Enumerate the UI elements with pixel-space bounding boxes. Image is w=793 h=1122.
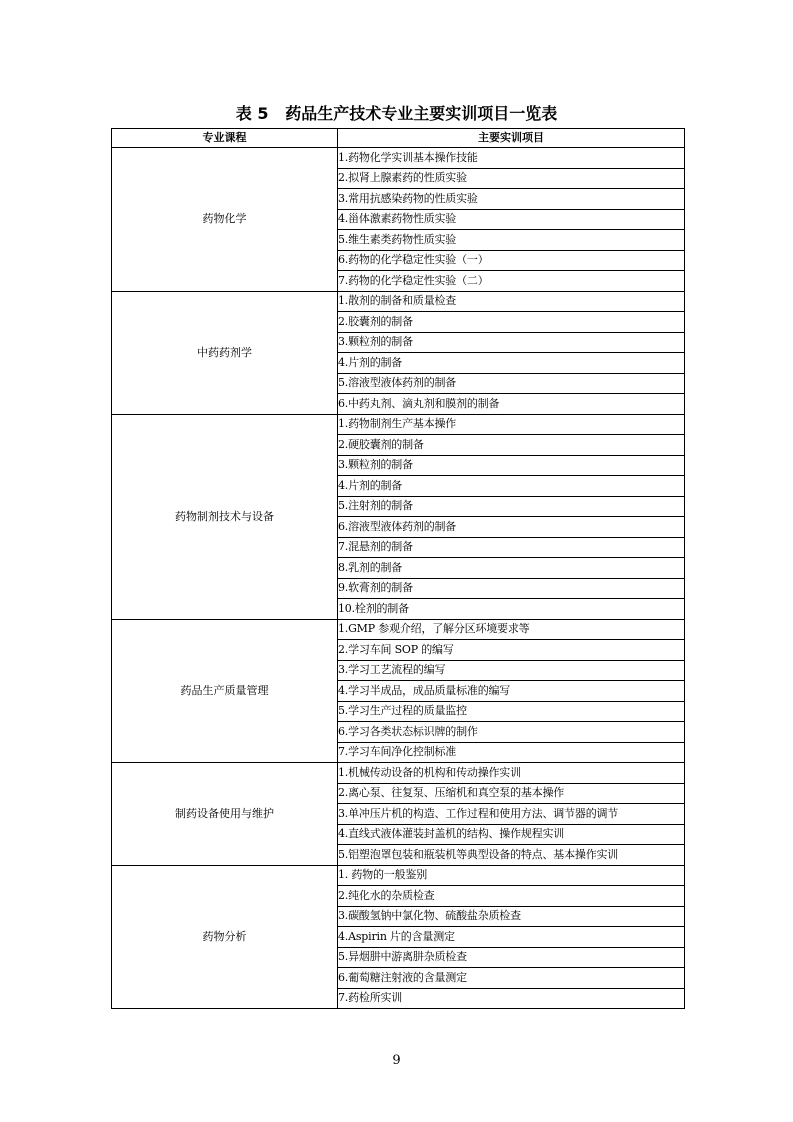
training-item: 9.软膏剂的制备: [338, 578, 685, 599]
training-item: 4.学习半成品，成品质量标准的编写: [338, 681, 685, 702]
table-row: [112, 619, 685, 640]
training-item: 5.异烟肼中游离肼杂质检查: [338, 947, 685, 968]
training-item: 2.拟肾上腺素药的性质实验: [338, 168, 685, 189]
training-item: 7.药检所实训: [338, 988, 685, 1009]
page-number: 9: [392, 1053, 401, 1068]
training-item: 2.胶囊剂的制备: [338, 312, 685, 333]
training-item: 3.碳酸氢钠中氯化物、硫酸盐杂质检查: [338, 906, 685, 927]
training-item: 3.单冲压片机的构造、工作过程和使用方法、调节器的调节: [338, 804, 685, 825]
training-item: 2.学习车间 SOP 的编写: [338, 640, 685, 661]
training-item: 2.硬胶囊剂的制备: [338, 435, 685, 456]
training-item: 4.直线式液体灌装封盖机的结构、操作规程实训: [338, 824, 685, 845]
header-course: 专业课程: [112, 129, 338, 148]
training-item: 4.片剂的制备: [338, 353, 685, 374]
training-item: 6.学习各类状态标识牌的制作: [338, 722, 685, 743]
training-item: 3.颗粒剂的制备: [338, 332, 685, 353]
training-item: 2.纯化水的杂质检查: [338, 886, 685, 907]
course-name: 中药药剂学: [112, 291, 338, 414]
table-row: [112, 414, 685, 435]
table-header-row: [112, 129, 685, 148]
course-name: 制药设备使用与维护: [112, 763, 338, 866]
training-item: 6.药物的化学稳定性实验（一）: [338, 250, 685, 271]
training-item: 5.学习生产过程的质量监控: [338, 701, 685, 722]
table-row: [112, 865, 685, 886]
table-title: 表 5 药品生产技术专业主要实训项目一览表: [235, 104, 558, 123]
training-item: 3.颗粒剂的制备: [338, 455, 685, 476]
training-item: 7.药物的化学稳定性实验（二）: [338, 271, 685, 292]
training-projects-table: [111, 128, 685, 1009]
table-row: [112, 148, 685, 169]
table-row: [112, 763, 685, 784]
training-item: 2.离心泵、往复泵、压缩机和真空泵的基本操作: [338, 783, 685, 804]
training-item: 1. 药物的一般鉴别: [338, 865, 685, 886]
training-item: 7.学习车间净化控制标准: [338, 742, 685, 763]
training-item: 7.混悬剂的制备: [338, 537, 685, 558]
training-item: 5.维生素类药物性质实验: [338, 230, 685, 251]
training-item: 1.药物化学实训基本操作技能: [338, 148, 685, 169]
course-name: 药品生产质量管理: [112, 619, 338, 763]
training-item: 5.铝塑泡罩包装和瓶装机等典型设备的特点、基本操作实训: [338, 845, 685, 866]
header-projects: 主要实训项目: [338, 129, 685, 148]
training-item: 8.乳剂的制备: [338, 558, 685, 579]
training-item: 4.片剂的制备: [338, 476, 685, 497]
training-item: 3.学习工艺流程的编写: [338, 660, 685, 681]
training-item: 5.注射剂的制备: [338, 496, 685, 517]
table-body: [112, 148, 685, 1009]
training-item: 3.常用抗感染药物的性质实验: [338, 189, 685, 210]
training-item: 4.Aspirin 片的含量测定: [338, 927, 685, 948]
course-name: 药物分析: [112, 865, 338, 1009]
course-name: 药物制剂技术与设备: [112, 414, 338, 619]
training-item: 6.中药丸剂、滴丸剂和膜剂的制备: [338, 394, 685, 415]
training-item: 10.栓剂的制备: [338, 599, 685, 620]
training-item: 1.散剂的制备和质量检查: [338, 291, 685, 312]
training-item: 1.GMP 参观介绍，了解分区环境要求等: [338, 619, 685, 640]
training-item: 1.药物制剂生产基本操作: [338, 414, 685, 435]
table-row: [112, 291, 685, 312]
training-item: 5.溶液型液体药剂的制备: [338, 373, 685, 394]
course-name: 药物化学: [112, 148, 338, 292]
training-item: 6.溶液型液体药剂的制备: [338, 517, 685, 538]
training-item: 4.甾体激素药物性质实验: [338, 209, 685, 230]
training-item: 6.葡萄糖注射液的含量测定: [338, 968, 685, 989]
training-item: 1.机械传动设备的机构和传动操作实训: [338, 763, 685, 784]
